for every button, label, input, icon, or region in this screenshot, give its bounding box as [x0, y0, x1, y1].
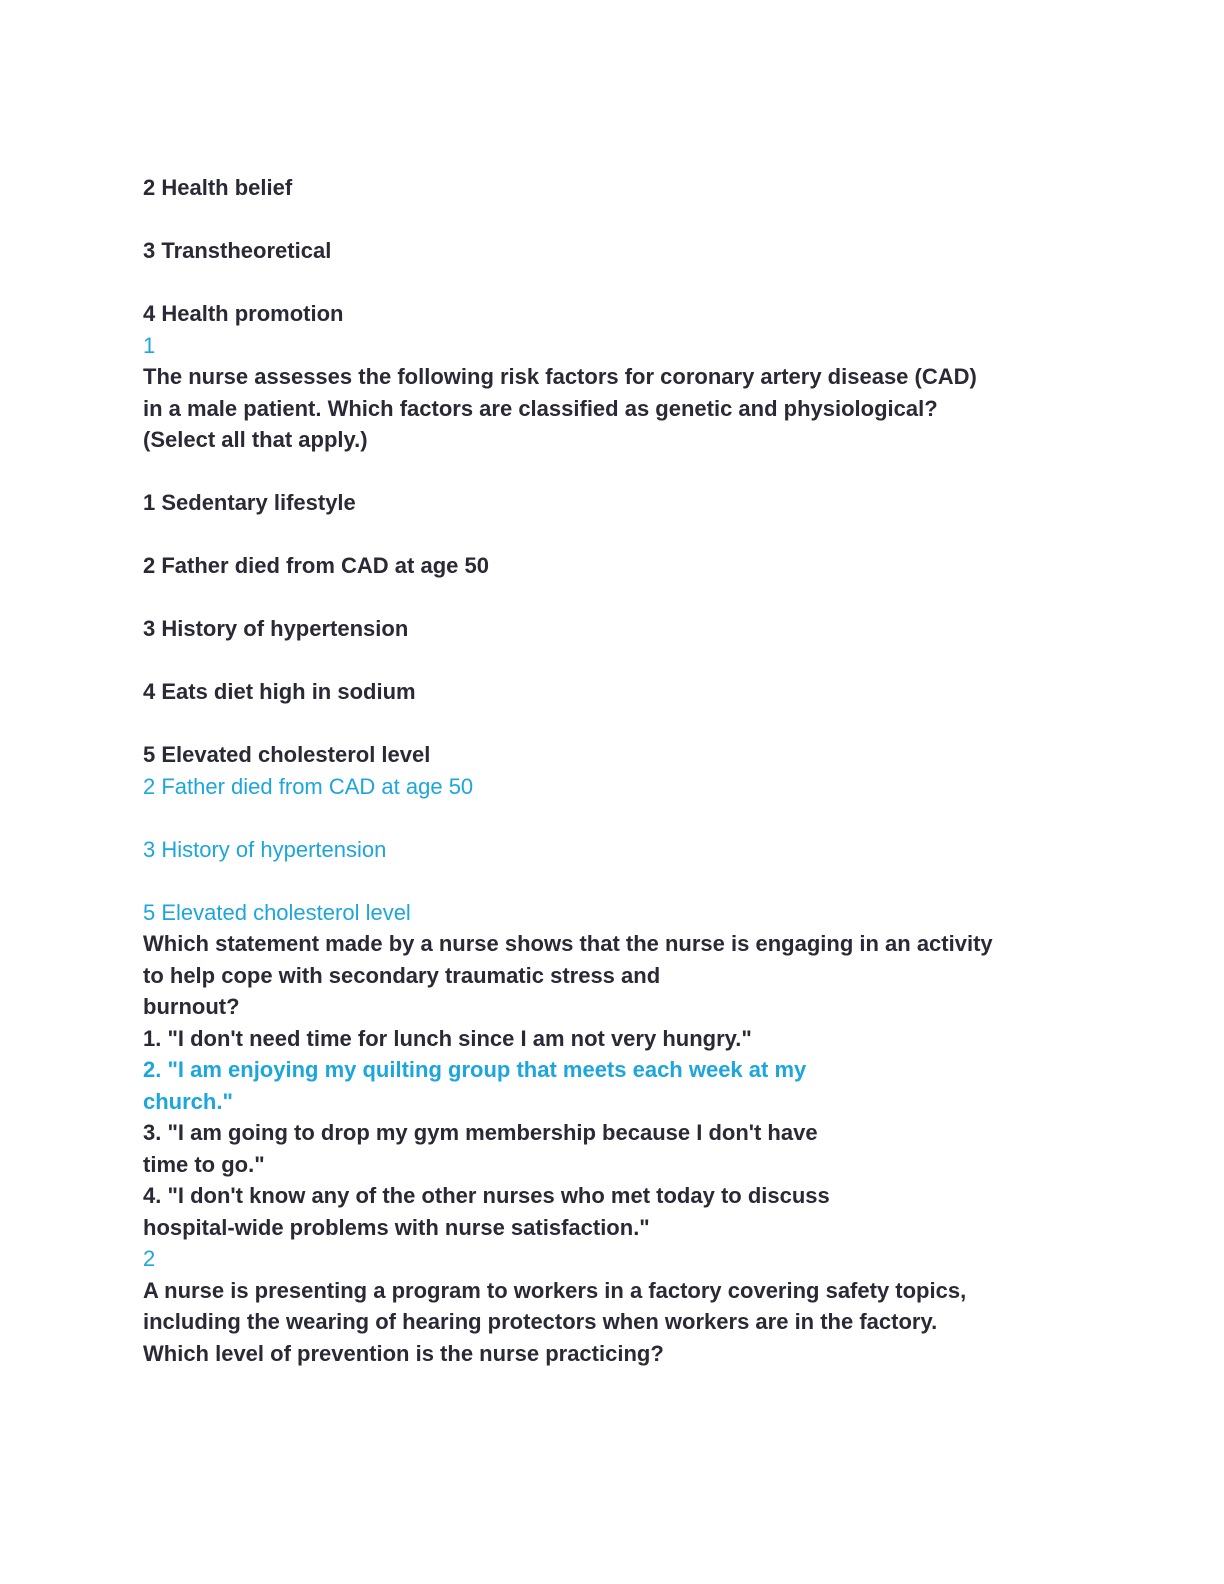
answer-history-hypertension: 3 History of hypertension [143, 836, 387, 862]
option-father-died: 2 Father died from CAD at age 50 [143, 553, 489, 578]
document-page [143, 172, 1103, 1369]
answer-block1: 1 [143, 332, 156, 358]
question-line: A nurse is presenting a program to workers in a factory covering safety topics, [143, 1277, 967, 1303]
option-2-quilting-cont: church." [143, 1088, 233, 1114]
question-line: (Select all that apply.) [143, 427, 368, 452]
question-line: The nurse assesses the following risk factors for coronary artery disease (CAD) [143, 364, 977, 389]
option-4-nurses-cont: hospital-wide problems with nurse satisfaction." [143, 1214, 650, 1240]
option-3-gym-cont: time to go." [143, 1151, 265, 1177]
option-3-gym: 3. "I am going to drop my gym membership because I don't have [143, 1120, 818, 1145]
option-1-lunch: 1. "I don't need time for lunch since I am not very hungry." [143, 1025, 752, 1051]
question-line: in a male patient. Which factors are classified as genetic and physiological? [143, 395, 938, 421]
question-line: burnout? [143, 994, 240, 1019]
option-health-promotion: 4 Health promotion [143, 301, 344, 326]
question-line: including the wearing of hearing protectors when workers are in the factory. [143, 1309, 938, 1334]
question-line: Which statement made by a nurse shows that the nurse is engaging in an activity [143, 931, 993, 956]
option-diet-sodium: 4 Eats diet high in sodium [143, 679, 416, 704]
option-elevated-cholesterol: 5 Elevated cholesterol level [143, 742, 431, 767]
option-health-belief: 2 Health belief [143, 175, 293, 200]
question-line: Which level of prevention is the nurse practicing? [143, 1340, 664, 1366]
option-2-quilting: 2. "I am enjoying my quilting group that meets each week at my [143, 1057, 807, 1082]
answer-elevated-cholesterol: 5 Elevated cholesterol level [143, 899, 411, 925]
option-sedentary-lifestyle: 1 Sedentary lifestyle [143, 490, 356, 515]
option-4-nurses: 4. "I don't know any of the other nurses who met today to discuss [143, 1183, 830, 1208]
question-line: to help cope with secondary traumatic stress and [143, 962, 661, 988]
option-history-hypertension: 3 History of hypertension [143, 616, 409, 641]
answer-father-died: 2 Father died from CAD at age 50 [143, 773, 474, 799]
answer-block3: 2 [143, 1246, 156, 1271]
option-transtheoretical: 3 Transtheoretical [143, 238, 332, 263]
